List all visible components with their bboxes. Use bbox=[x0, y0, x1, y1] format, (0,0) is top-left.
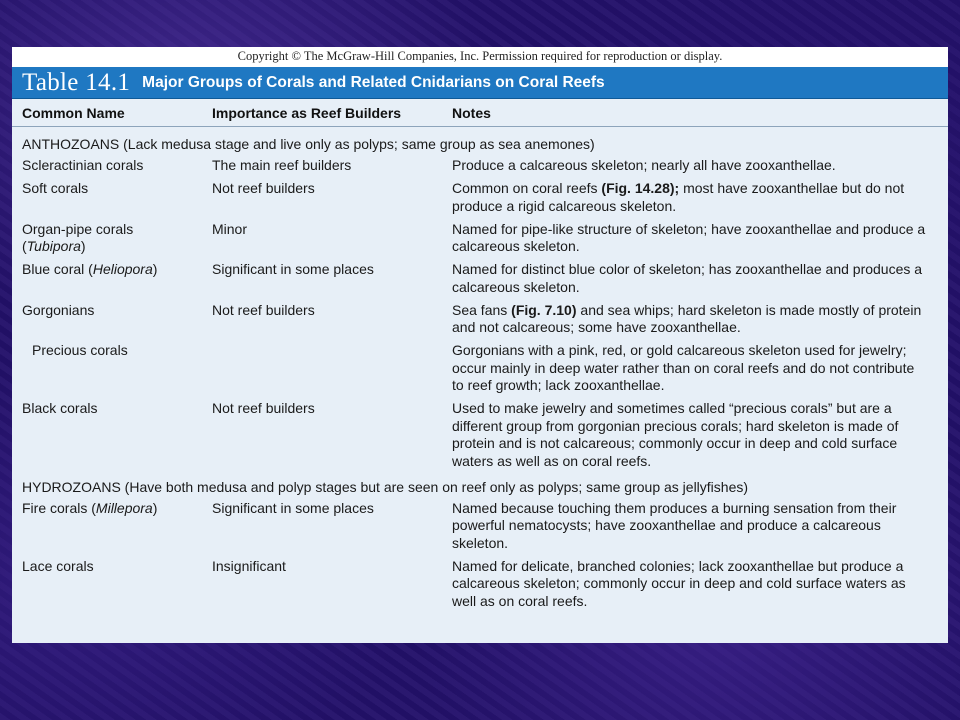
cell-common-name: Organ-pipe corals (Tubipora) bbox=[22, 220, 134, 254]
table-row bbox=[12, 221, 948, 256]
genus-name: Heliopora bbox=[92, 261, 153, 277]
table-row bbox=[12, 558, 948, 611]
cell-common-name: Blue coral (Heliopora) bbox=[22, 261, 158, 277]
cell-common-name: Scleractinian corals bbox=[22, 157, 144, 173]
cell-importance: Minor bbox=[212, 220, 248, 237]
table-slide bbox=[12, 47, 948, 643]
cell-notes: Named for delicate, branched colonies; lack zooxanthellae but produce a calcareous skeleton; commonly occur in deep and cold surface waters as well as on coral reefs. bbox=[452, 557, 906, 609]
cell-common-name: Precious corals bbox=[32, 342, 128, 358]
table-caption: Major Groups of Corals and Related Cnidarians on Coral Reefs bbox=[142, 74, 605, 91]
table-row bbox=[12, 500, 948, 553]
cell-importance: Not reef builders bbox=[212, 301, 315, 318]
group-heading-hydrozoans: HYDROZOANS (Have both medusa and polyp stages but are seen on reef only as polyps; same group as jellyfishes) bbox=[22, 478, 749, 495]
genus-name: Millepora bbox=[95, 499, 153, 516]
column-header-importance: Importance as Reef Builders bbox=[212, 104, 402, 121]
table-row bbox=[12, 400, 948, 470]
cell-notes bbox=[452, 302, 932, 337]
figure-reference: (Fig. 7.10) bbox=[511, 301, 577, 318]
genus-name: Tubipora bbox=[26, 238, 81, 254]
common-name: Fire corals bbox=[22, 499, 88, 516]
notes-text: Sea fans bbox=[452, 301, 512, 318]
cell-importance: Significant in some places bbox=[212, 261, 374, 277]
cell-importance: The main reef builders bbox=[212, 157, 352, 173]
table-header-row bbox=[12, 99, 948, 127]
cell-common-name: Black corals bbox=[22, 400, 98, 416]
cell-notes: Named for distinct blue color of skeleton; has zooxanthellae and produces a calcareous skeleton. bbox=[452, 261, 923, 295]
common-name: Blue coral bbox=[22, 261, 85, 277]
cell-notes: Produce a calcareous skeleton; nearly all have zooxanthellae. bbox=[452, 157, 836, 173]
cell-importance: Not reef builders bbox=[212, 180, 315, 196]
notes-text: most have zooxanthellae but do not produce a rigid calcareous skeleton. bbox=[452, 180, 905, 214]
cell-common-name: Soft corals bbox=[22, 180, 89, 196]
table-title-bar bbox=[12, 67, 948, 99]
column-header-notes: Notes bbox=[452, 104, 491, 121]
cell-importance: Significant in some places bbox=[212, 499, 374, 516]
cell-notes: Named because touching them produces a burning sensation from their powerful nematocysts; have zooxanthellae and produce a calcareous skeleton. bbox=[452, 499, 897, 551]
notes-text: and sea whips; hard skeleton is made mostly of protein and not calcareous; some have zooxanthellae. bbox=[452, 301, 922, 335]
table-number: Table 14.1 bbox=[22, 69, 131, 96]
cell-notes bbox=[452, 180, 932, 215]
table-row bbox=[12, 180, 948, 215]
cell-importance: Not reef builders bbox=[212, 400, 315, 416]
table-row bbox=[12, 157, 948, 175]
cell-notes: Named for pipe-like structure of skeleton; have zooxanthellae and produce a calcareous skeleton. bbox=[452, 220, 926, 254]
cell-common-name: Fire corals (Millepora) bbox=[22, 499, 158, 516]
table-row bbox=[12, 302, 948, 337]
cell-importance: Insignificant bbox=[212, 557, 286, 574]
column-header-common-name: Common Name bbox=[22, 104, 125, 121]
table-row bbox=[12, 261, 948, 296]
cell-importance bbox=[212, 342, 452, 395]
group-heading-anthozoans: ANTHOZOANS (Lack medusa stage and live only as polyps; same group as sea anemones) bbox=[22, 136, 595, 152]
common-name: Organ-pipe corals bbox=[22, 220, 134, 237]
cell-common-name: Lace corals bbox=[22, 557, 94, 574]
figure-reference: (Fig. 14.28); bbox=[601, 180, 680, 196]
notes-text: Common on coral reefs bbox=[452, 180, 602, 196]
copyright-notice: Copyright © The McGraw-Hill Companies, Inc. Permission required for reproduction or display. bbox=[12, 47, 948, 67]
table-row bbox=[12, 342, 948, 395]
table-body bbox=[12, 127, 948, 610]
cell-common-name: Gorgonians bbox=[22, 301, 95, 318]
cell-notes: Used to make jewelry and sometimes called “precious corals” but are a different group from gorgonian precious corals; hard skeleton is made of protein and is not calcareous; commonly occur in deep and cold surface waters as well as on coral reefs. bbox=[452, 400, 899, 469]
cell-notes: Gorgonians with a pink, red, or gold calcareous skeleton used for jewelry; occur mainly in deep water rather than on coral reefs and do not contribute to reef growth; lack zooxanthellae. bbox=[452, 342, 915, 393]
